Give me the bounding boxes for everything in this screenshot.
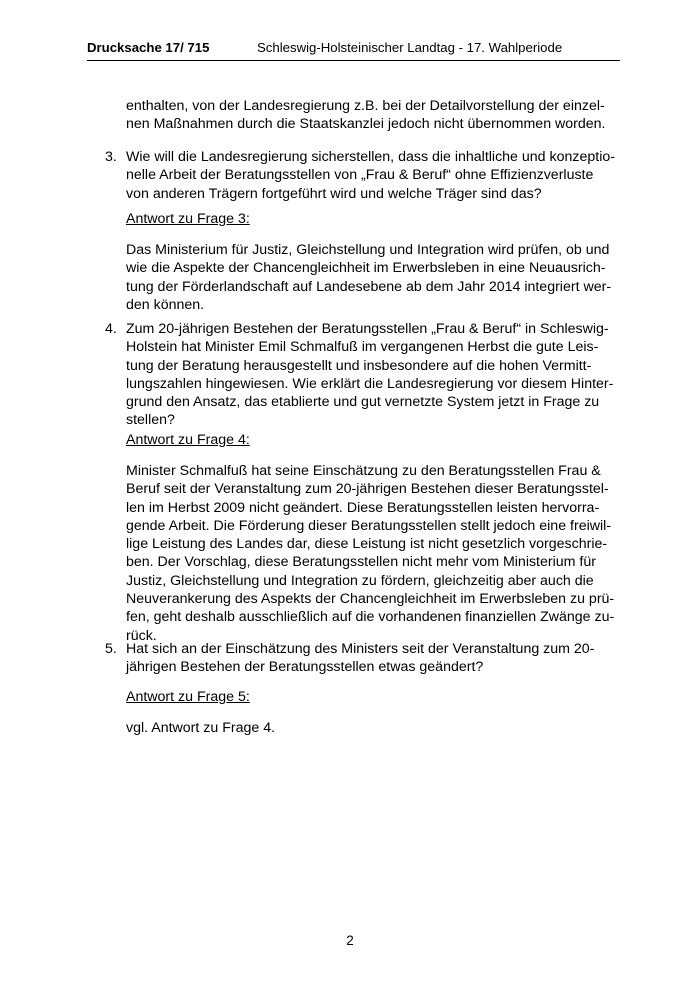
intro-paragraph <box>126 97 626 134</box>
text-line: von anderen Trägern fortgeführt wird und welche Träger sind das? <box>126 185 542 202</box>
text-line: Holstein hat Minister Emil Schmalfuß im vergangenen Herbst die gute Leis- <box>126 339 599 356</box>
page-number: 2 <box>346 933 354 948</box>
text-line: enthalten, von der Landesregierung z.B. bei der Detailvorstellung der einzel- <box>126 98 605 114</box>
text-line: ben. Der Vorschlag, diese Beratungsstellen nicht mehr vom Ministerium für <box>126 554 596 571</box>
page-header <box>87 40 620 61</box>
question-3-number: 3. <box>105 149 117 165</box>
answer-4-heading <box>126 431 626 449</box>
text-line: vgl. Antwort zu Frage 4. <box>126 720 276 736</box>
answer-heading: Antwort zu Frage 4: <box>126 432 250 448</box>
text-line: Justiz, Gleichstellung und Integration zu fördern, gleichzeitig aber auch die <box>126 572 594 589</box>
answer-5-text <box>126 719 626 737</box>
text-line: lige Leistung des Landes dar, diese Leistung ist nicht gesetzlich vorgeschrie- <box>126 536 608 553</box>
answer-heading: Antwort zu Frage 3: <box>126 211 250 227</box>
text-line: nen Maßnahmen durch die Staatskanzlei jedoch nicht übernommen worden. <box>126 116 606 133</box>
text-line: tung der Förderlandschaft auf Landesebene ab dem Jahr 2014 integriert wer- <box>126 278 612 295</box>
text-line: tung der Beratung herausgestellt und insbesondere auf die hohen Vermitt- <box>126 357 592 374</box>
question-5-number: 5. <box>105 641 117 657</box>
text-line: grund den Ansatz, das etablierte und gut vernetzte System jetzt in Frage zu <box>126 394 600 411</box>
answer-3-heading <box>126 210 626 228</box>
text-line: Zum 20-jährigen Bestehen der Beratungsstellen „Frau & Beruf“ in Schleswig- <box>126 321 609 337</box>
text-line: Wie will die Landesregierung sicherstellen, dass die inhaltliche und konzeptio- <box>126 149 615 165</box>
answer-3-text <box>126 241 626 314</box>
question-4-text <box>126 320 626 430</box>
answer-5-heading <box>126 688 626 706</box>
text-line: len im Herbst 2009 nicht geändert. Diese Beratungsstellen leisten hervorra- <box>126 499 600 516</box>
text-line: gende Arbeit. Die Förderung dieser Beratungsstellen stellt jedoch eine freiwil- <box>126 517 612 534</box>
text-line: nelle Arbeit der Beratungsstellen von „Frau & Beruf“ ohne Effizienzverluste <box>126 167 594 184</box>
text-line: stellen? <box>126 412 175 429</box>
answer-4-text <box>126 462 626 645</box>
document-number: Drucksache 17/ 715 <box>87 40 210 55</box>
text-line: Hat sich an der Einschätzung des Ministers seit der Veranstaltung zum 20- <box>126 641 595 657</box>
text-line: wie die Aspekte der Chancengleichheit im Erwerbsleben in eine Neuausrich- <box>126 260 606 277</box>
text-line: Neuverankerung des Aspekts der Chancengleichheit im Erwerbsleben zu prü- <box>126 591 615 608</box>
question-5-text <box>126 640 626 677</box>
text-line: jährigen Bestehen der Beratungsstellen etwas geändert? <box>126 659 484 676</box>
question-4-number: 4. <box>105 321 117 337</box>
text-line: lungszahlen hingewiesen. Wie erklärt die Landesregierung vor diesem Hinter- <box>126 375 614 392</box>
text-line: Das Ministerium für Justiz, Gleichstellung und Integration wird prüfen, ob und <box>126 242 610 258</box>
text-line: fen, geht deshalb ausschließlich auf die vorhandenen finanziellen Zwänge zu- <box>126 609 615 626</box>
question-3-text <box>126 148 626 203</box>
text-line: Minister Schmalfuß hat seine Einschätzung zu den Beratungsstellen Frau & <box>126 463 601 479</box>
parliament-title: Schleswig-Holsteinischer Landtag - 17. Wahlperiode <box>257 40 563 55</box>
text-line: den können. <box>126 296 205 313</box>
answer-heading: Antwort zu Frage 5: <box>126 689 250 705</box>
text-line: rück. <box>126 627 157 644</box>
text-line: Beruf seit der Veranstaltung zum 20-jährigen Bestehen dieser Beratungsstel- <box>126 481 609 498</box>
